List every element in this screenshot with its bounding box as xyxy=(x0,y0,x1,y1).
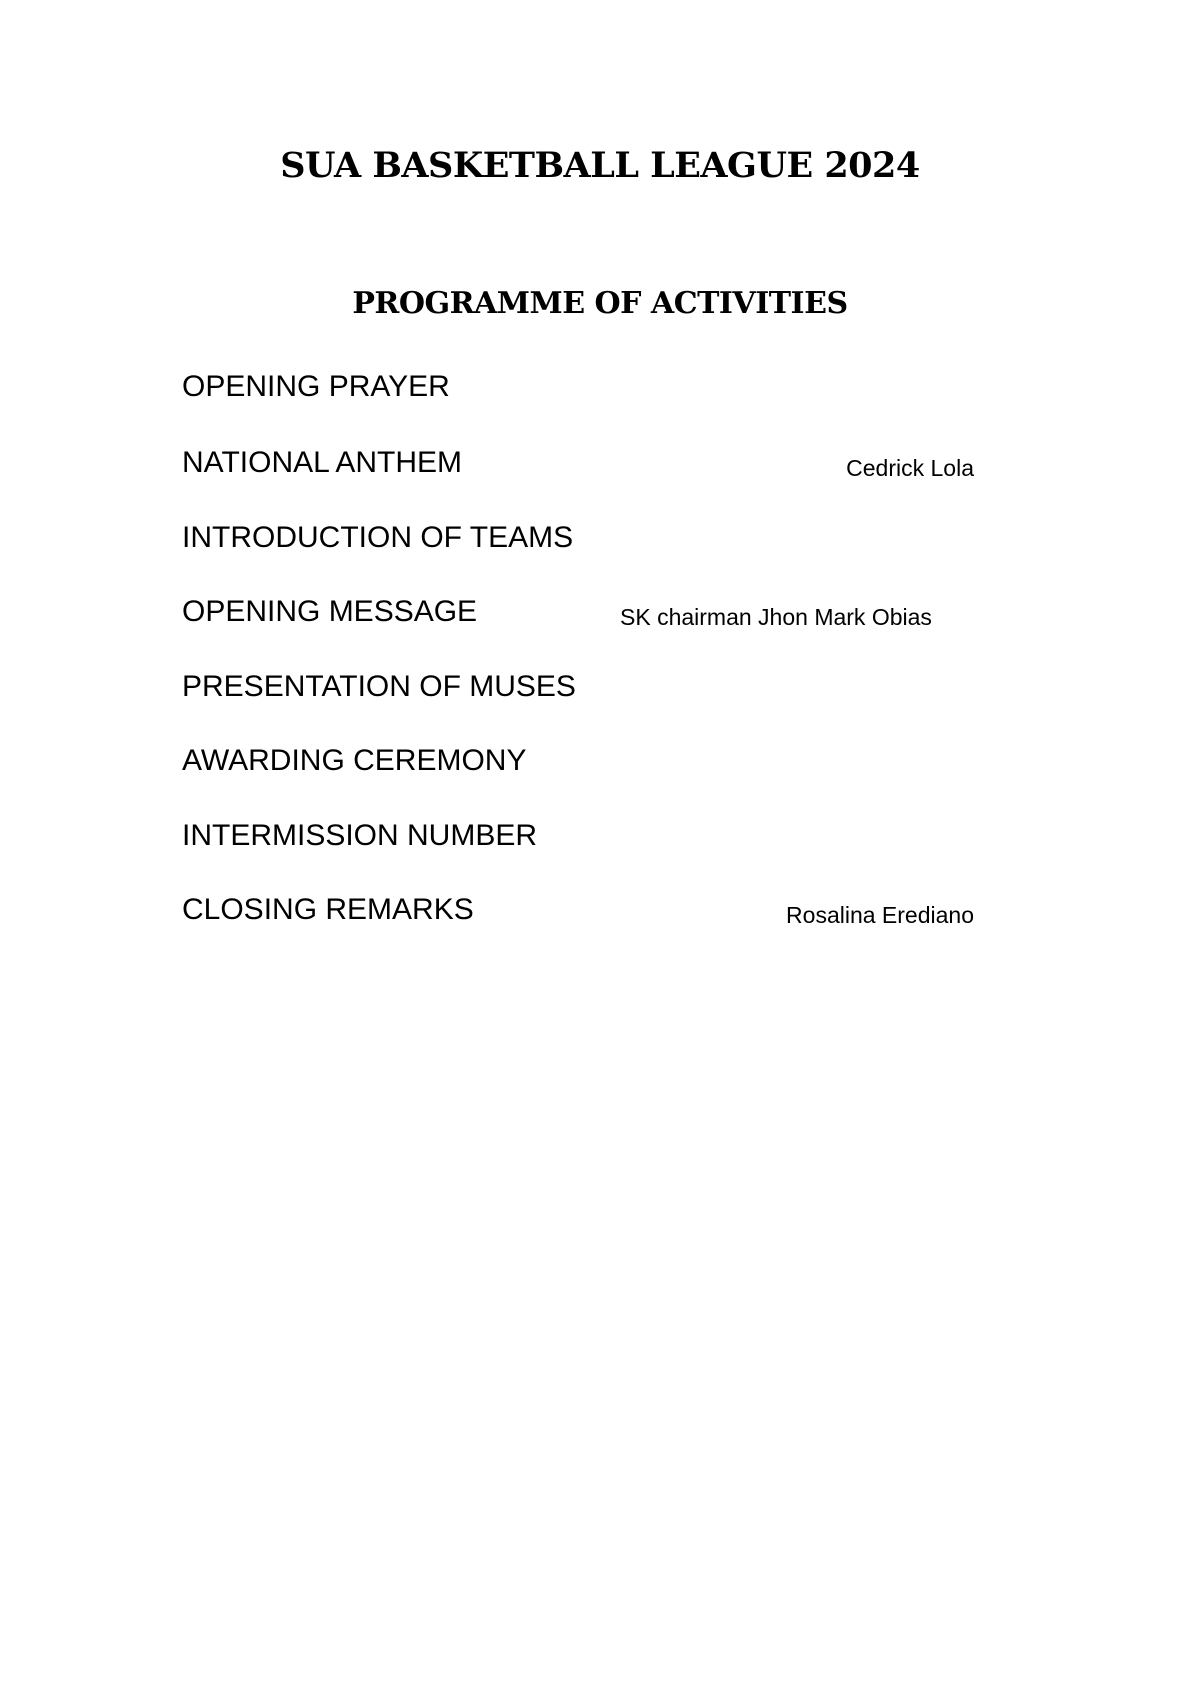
program-person-national-anthem: Cedrick Lola xyxy=(846,455,974,481)
document-subtitle: PROGRAMME OF ACTIVITIES xyxy=(352,286,848,321)
program-item-opening-message: OPENING MESSAGE xyxy=(182,595,478,628)
program-item-introduction-of-teams: INTRODUCTION OF TEAMS xyxy=(182,521,574,554)
program-item-opening-prayer: OPENING PRAYER xyxy=(182,370,450,403)
program-item-intermission-number: INTERMISSION NUMBER xyxy=(182,819,538,852)
program-person-closing-remarks: Rosalina Erediano xyxy=(786,902,974,928)
document-title: SUA BASKETBALL LEAGUE 2024 xyxy=(280,145,920,186)
program-item-national-anthem: NATIONAL ANTHEM xyxy=(182,446,463,479)
program-item-closing-remarks: CLOSING REMARKS xyxy=(182,893,474,926)
program-item-presentation-of-muses: PRESENTATION OF MUSES xyxy=(182,670,576,703)
program-person-opening-message: SK chairman Jhon Mark Obias xyxy=(620,604,932,630)
program-item-awarding-ceremony: AWARDING CEREMONY xyxy=(182,744,527,777)
